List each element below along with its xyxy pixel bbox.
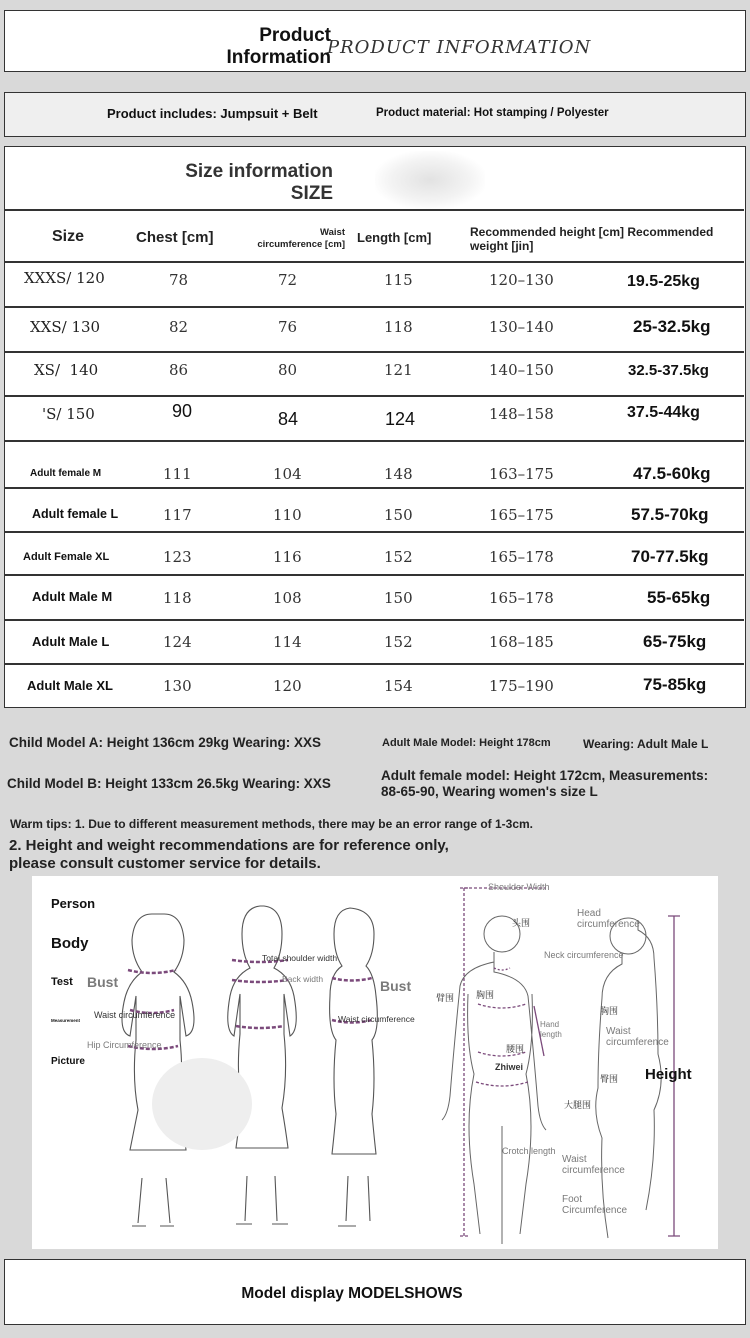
product-info-header — [4, 10, 746, 72]
row-size: Adult female L — [32, 507, 119, 521]
header-size: Size — [52, 228, 85, 245]
row-waist: 84 — [278, 409, 299, 429]
row-chest: 82 — [169, 318, 189, 336]
row-size: Adult female M — [30, 468, 102, 479]
row-waist: 110 — [273, 506, 302, 524]
header-rec-line2: weight [jin] — [470, 239, 534, 253]
hand-line2: length — [540, 1030, 562, 1039]
row-height: 165–175 — [489, 506, 554, 524]
row-chest: 124 — [163, 633, 192, 651]
divider — [5, 663, 744, 665]
row-length: 150 — [384, 589, 413, 607]
row-height: 130–140 — [489, 318, 554, 336]
row-waist: 114 — [273, 633, 302, 651]
header-rec-line1: Recommended height [cm] Recommended — [470, 225, 714, 239]
divider — [5, 531, 744, 533]
label-waist-side: Waist circumference — [338, 1014, 415, 1024]
divider — [5, 306, 744, 308]
size-table — [4, 146, 746, 708]
divider — [5, 395, 744, 397]
child-model-a: Child Model A: Height 136cm 29kg Wearing: XXS — [9, 735, 322, 750]
label-shoulder-back: Total shoulder width — [262, 953, 338, 963]
label-person: Person — [51, 896, 96, 911]
row-length: 115 — [384, 271, 413, 289]
row-weight: 55-65kg — [647, 588, 711, 607]
divider — [5, 440, 744, 442]
row-length: 148 — [384, 465, 413, 483]
measurement-figure — [32, 876, 718, 1249]
row-waist: 108 — [273, 589, 302, 607]
label-measurement: Measurement — [51, 1018, 81, 1023]
header-recommended — [470, 225, 713, 253]
row-weight: 65-75kg — [643, 632, 707, 651]
row-weight: 57.5-70kg — [631, 505, 709, 524]
row-chest: 118 — [163, 589, 192, 607]
adult-female-line1: Adult female model: Height 172cm, Measurements: — [381, 768, 709, 783]
row-weight: 37.5-44kg — [627, 404, 700, 421]
row-size: XS/ 140 — [34, 361, 99, 379]
row-height: 148–158 — [489, 405, 554, 423]
divider — [5, 351, 744, 353]
label-waist-bottom — [562, 1154, 625, 1176]
row-chest: 117 — [163, 506, 192, 524]
row-waist: 116 — [273, 548, 302, 566]
row-height: 175–190 — [489, 677, 554, 695]
row-chest: 111 — [163, 465, 192, 483]
row-size: 'S/ 150 — [42, 405, 95, 423]
model-display-footer — [4, 1259, 746, 1325]
row-height: 140–150 — [489, 361, 554, 379]
row-weight: 75-85kg — [643, 675, 707, 694]
warm-tips-line2: 2. Height and weight recommendations are for reference only, — [9, 837, 449, 854]
adult-female-model — [381, 768, 708, 800]
label-hip-cn: 臀围 — [600, 1074, 619, 1084]
header-chest: Chest [cm] — [136, 229, 214, 246]
row-waist: 80 — [278, 361, 298, 379]
divider — [5, 209, 744, 211]
row-height: 120–130 — [489, 271, 554, 289]
label-chest-cn-side: 胸围 — [600, 1006, 619, 1016]
waist-b-line2: circumference — [562, 1165, 625, 1176]
measurement-lines — [460, 888, 680, 1236]
header-length: Length [cm] — [357, 230, 432, 245]
row-height: 165–178 — [489, 589, 554, 607]
row-height: 163–175 — [489, 465, 554, 483]
label-back-width: Back width — [282, 974, 324, 984]
row-size: Adult Female XL — [23, 551, 110, 563]
label-shoulder-width: Shoulder Width — [488, 882, 550, 892]
label-chest-cn: 胸围 — [476, 990, 495, 1000]
head-line1: Head — [577, 908, 601, 919]
label-neck: Neck circumference — [544, 950, 624, 960]
divider — [5, 574, 744, 576]
label-thigh-cn: 大腿围 — [564, 1100, 592, 1110]
row-length: 118 — [384, 318, 413, 336]
header-waist-line1: Waist — [320, 227, 345, 238]
adult-male-wearing: Wearing: Adult Male L — [583, 737, 709, 751]
size-table-title — [173, 161, 333, 205]
label-bust-side: Bust — [380, 978, 412, 994]
header-title: Product Information — [226, 25, 331, 68]
row-height: 165–178 — [489, 548, 554, 566]
row-waist: 72 — [278, 271, 298, 289]
label-waist-right — [606, 1026, 669, 1048]
label-height: Height — [645, 1066, 692, 1083]
warm-tips-block — [9, 837, 449, 873]
foot-line2: Circumference — [562, 1205, 628, 1216]
header-waist-line2: circumference [cm] — [257, 239, 345, 250]
warm-tips-line1: Warm tips: 1. Due to different measurement methods, there may be an error range of 1-3cm. — [10, 817, 534, 831]
label-hand-length — [540, 1020, 562, 1040]
row-size: Adult Male XL — [27, 678, 113, 693]
row-chest: 86 — [169, 361, 189, 379]
foot-line1: Foot — [562, 1194, 583, 1205]
label-bust-front: Bust — [87, 974, 119, 990]
label-waist-front: Waist circumference — [94, 1010, 176, 1020]
row-chest: 78 — [169, 271, 189, 289]
head-line2: circumference — [577, 919, 640, 930]
divider — [5, 619, 744, 621]
label-head-circumference — [577, 908, 640, 930]
row-size: Adult Male M — [32, 589, 113, 604]
row-weight: 70-77.5kg — [631, 547, 709, 566]
row-weight: 25-32.5kg — [633, 317, 711, 336]
label-arm-cn: 臂围 — [436, 993, 455, 1003]
waist-r-line1: Waist — [606, 1026, 631, 1037]
adult-female-line2: 88-65-90, Wearing women's size L — [381, 784, 598, 799]
row-size: Adult Male L — [32, 634, 110, 649]
row-length: 152 — [384, 633, 413, 651]
body-outline-front — [442, 916, 546, 1244]
header-subtitle: PRODUCT INFORMATION — [327, 37, 592, 58]
size-title-line1: Size information — [185, 161, 333, 182]
size-title-line2: SIZE — [290, 183, 333, 204]
waist-b-line1: Waist — [562, 1154, 587, 1165]
label-head-cn: 头围 — [512, 918, 531, 928]
hand-line1: Hand — [540, 1020, 560, 1029]
label-body: Body — [51, 935, 89, 952]
row-length: 121 — [384, 361, 413, 379]
divider — [5, 261, 744, 263]
row-weight: 32.5-37.5kg — [628, 362, 709, 379]
row-length: 150 — [384, 506, 413, 524]
divider — [5, 487, 744, 489]
row-chest: 123 — [163, 548, 192, 566]
row-length: 152 — [384, 548, 413, 566]
product-includes-bar — [4, 92, 746, 137]
includes-text: Product includes: Jumpsuit + Belt — [107, 106, 318, 121]
row-height: 168–185 — [489, 633, 554, 651]
label-zhiwei: Zhiwei — [495, 1062, 524, 1072]
warm-tips-line3: please consult customer service for details. — [9, 855, 321, 872]
header-waist — [241, 227, 345, 251]
child-model-b: Child Model B: Height 133cm 26.5kg Wearing: XXS — [7, 776, 331, 791]
row-length: 124 — [385, 409, 416, 429]
row-weight: 19.5-25kg — [627, 273, 700, 290]
material-text: Product material: Hot stamping / Polyester — [376, 107, 609, 119]
label-picture: Picture — [51, 1056, 85, 1067]
label-foot — [562, 1194, 627, 1216]
row-weight: 47.5-60kg — [633, 464, 711, 483]
label-waist-cn: 腰围 — [506, 1044, 525, 1054]
row-size: XXS/ 130 — [30, 318, 101, 336]
blurred-area — [375, 151, 485, 209]
label-test: Test — [51, 976, 73, 988]
row-chest: 90 — [172, 401, 193, 421]
row-waist: 120 — [273, 677, 302, 695]
row-chest: 130 — [163, 677, 192, 695]
label-crotch: Crotch length — [502, 1146, 556, 1156]
row-waist: 104 — [273, 465, 302, 483]
row-size: XXXS/ 120 — [24, 269, 105, 287]
row-waist: 76 — [278, 318, 298, 336]
row-length: 154 — [384, 677, 413, 695]
label-hip-front: Hip Circumference — [87, 1040, 162, 1050]
waist-r-line2: circumference — [606, 1037, 669, 1048]
footer-title: Model display MODELSHOWS — [241, 1285, 463, 1302]
adult-male-height: Adult Male Model: Height 178cm — [382, 737, 551, 749]
figure-smudge — [152, 1058, 252, 1150]
